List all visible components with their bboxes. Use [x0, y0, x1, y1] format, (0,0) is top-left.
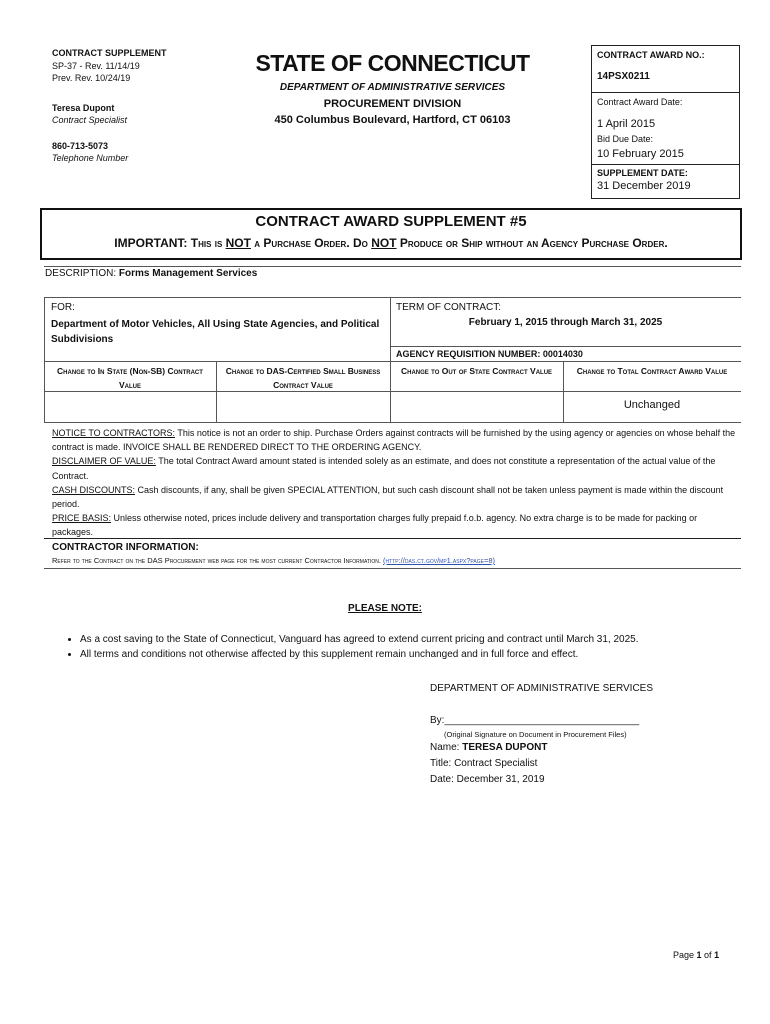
bid-due-date: 10 February 2015	[597, 148, 684, 160]
division-name: PROCUREMENT DIVISION	[323, 98, 462, 110]
state-title: STATE OF CONNECTICUT	[255, 50, 530, 76]
award-no-label: CONTRACT AWARD NO.:	[597, 50, 705, 60]
supplement-date: 31 December 2019	[597, 180, 691, 192]
disclaimer-of-value: DISCLAIMER OF VALUE: The total Contract Award amount stated is intended solely as an estimate, and does not constitute a representation of the actual value of the Contract.	[52, 456, 716, 481]
form-prev-revision: Prev. Rev. 10/24/19	[52, 73, 131, 83]
val-total-contract: Unchanged	[623, 399, 681, 411]
notices-section	[52, 426, 738, 540]
for-label: FOR:	[51, 302, 75, 313]
col-das-certified: Change to DAS-Certified Small Business Contract Value	[225, 366, 381, 390]
cash-discounts: CASH DISCOUNTS: Cash discounts, if any, shall be given SPECIAL ATTENTION, but such cash discount shall not be taken unless payment is made within the discount period.	[52, 484, 724, 510]
form-revision: SP-37 - Rev. 11/14/19	[52, 61, 140, 71]
contractor-heading: CONTRACTOR INFORMATION:	[52, 542, 199, 553]
phone-label: Telephone Number	[52, 153, 129, 163]
award-date-label: Contract Award Date:	[597, 97, 683, 107]
please-note-heading: PLEASE NOTE:	[348, 603, 422, 614]
price-basis: PRICE BASIS: Unless otherwise noted, prices include delivery and transportation charges fully prepaid f.o.b. agency. No extra charge is to be made for packing or packages.	[52, 513, 698, 538]
supplement-banner	[40, 208, 742, 260]
please-note-list	[62, 634, 756, 664]
term-label: TERM OF CONTRACT:	[396, 302, 501, 313]
signature-department: DEPARTMENT OF ADMINISTRATIVE SERVICES	[430, 683, 654, 694]
address: 450 Columbus Boulevard, Hartford, CT 06103	[274, 114, 511, 126]
bid-due-label: Bid Due Date:	[597, 134, 654, 144]
list-item: • As a cost saving to the State of Connecticut, Vanguard has agreed to extend current pricing and contract until March 31, 2025.	[80, 634, 756, 645]
description-line	[45, 268, 257, 279]
list-item: • All terms and conditions not otherwise affected by this supplement remain unchanged and in full force and effect.	[80, 649, 756, 660]
specialist-name: Teresa Dupont	[52, 103, 115, 113]
for-value: Department of Motor Vehicles, All Using State Agencies, and Political Subdivisions	[51, 319, 380, 345]
signer-name: Name: TERESA DUPONT	[430, 742, 548, 753]
contract-award-box	[591, 45, 740, 199]
supplement-title: CONTRACT AWARD SUPPLEMENT #5	[255, 213, 527, 230]
col-in-state: Change to In State (Non-SB) Contract Value	[57, 366, 203, 390]
das-contractor-link[interactable]: (http://das.ct.gov/mp1.aspx?page=8)	[383, 556, 495, 565]
form-title: CONTRACT SUPPLEMENT	[52, 48, 167, 58]
requisition-number: AGENCY REQUISITION NUMBER: 00014030	[396, 349, 583, 359]
award-no: 14PSX0211	[597, 71, 650, 82]
term-value: February 1, 2015 through March 31, 2025	[468, 317, 663, 328]
important-notice: IMPORTANT: This is NOT a Purchase Order. Do NOT Produce or Ship without an Agency Purchase Order.	[114, 236, 668, 250]
description-label: DESCRIPTION:	[45, 268, 117, 279]
original-signature-note: (Original Signature on Document in Procurement Files)	[444, 730, 627, 739]
contractor-refer: Refer to the Contract on the DAS Procurement web page for the most current Contractor Information. (http://das.ct.gov/mp1.aspx?page=8)	[52, 556, 495, 565]
signature-date: Date: December 31, 2019	[430, 774, 545, 785]
phone-number: 860-713-5073	[52, 141, 109, 151]
department-name: DEPARTMENT OF ADMINISTRATIVE SERVICES	[279, 82, 506, 93]
supplement-date-label: SUPPLEMENT DATE:	[597, 168, 688, 178]
award-date: 1 April 2015	[597, 118, 656, 130]
signer-title: Title: Contract Specialist	[430, 758, 538, 769]
signature-line: By:___________________________________	[430, 715, 640, 726]
col-total-contract: Change to Total Contract Award Value	[576, 366, 728, 376]
col-out-of-state: Change to Out of State Contract Value	[400, 366, 553, 376]
notice-to-contractors: NOTICE TO CONTRACTORS: This notice is not an order to ship. Purchase Orders against contracts will be furnished by the using agency or agencies on whose behalf the contract is made. INVOICE SHALL BE RENDERED DIRECT TO THE ORDERING AGENCY.	[52, 428, 736, 453]
description-value: Forms Management Services	[118, 268, 258, 279]
page-number: Page 1 of 1	[673, 950, 720, 960]
specialist-title: Contract Specialist	[52, 115, 128, 125]
contract-table	[44, 297, 741, 422]
